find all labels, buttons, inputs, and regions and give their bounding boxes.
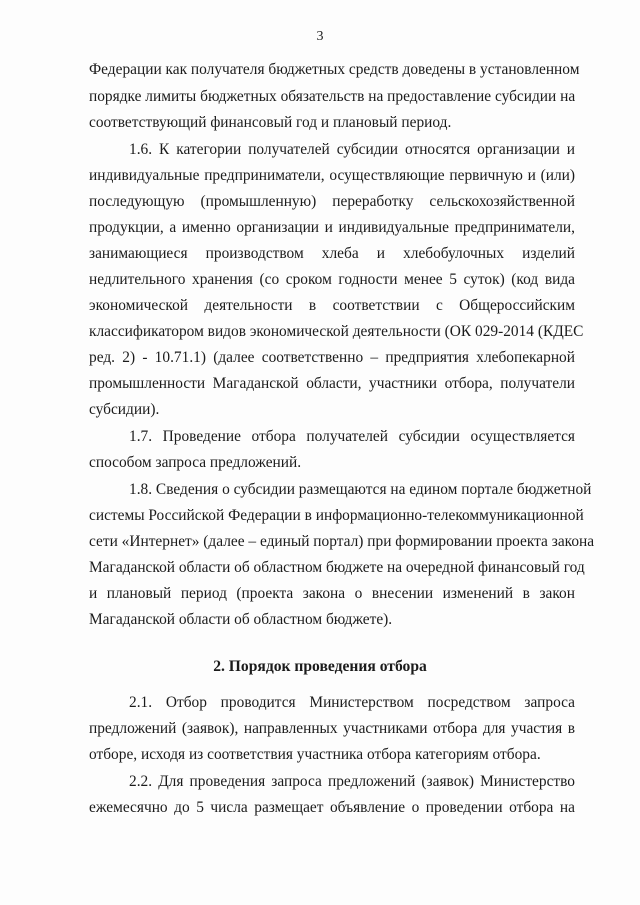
text-line: индивидуальные предприниматели, осуществляющие первичную и (или) (89, 167, 575, 184)
text-line: Федерации как получателя бюджетных средств доведены в установленном (89, 61, 580, 78)
text-line: предложений (заявок), направленных участниками отбора для участия в (89, 720, 575, 737)
text-line: 2.1. Отбор проводится Министерством посредством запроса (129, 694, 575, 711)
text-line: ежемесячно до 5 числа размещает объявление о проведении отбора на (89, 799, 575, 816)
text-line: 1.6. К категории получателей субсидии относятся организации и (129, 141, 575, 158)
text-line: ред. 2) - 10.71.1) (далее соответственно – предприятия хлебопекарной (89, 349, 575, 366)
text-line: сети «Интернет» (далее – единый портал) при формировании проекта закона (89, 533, 595, 550)
page-number: 3 (316, 29, 324, 44)
text-line: занимающиеся производством хлеба и хлебобулочных изделий (89, 245, 575, 262)
text-line: промышленности Магаданской области, участники отбора, получатели (89, 375, 575, 392)
section-heading: 2. Порядок проведения отбора (213, 658, 427, 675)
text-line: 1.7. Проведение отбора получателей субсидии осуществляется (129, 428, 575, 445)
text-line: недлительного хранения (со сроком годности менее 5 суток) (код вида (89, 271, 575, 288)
text-line: Магаданской области об областном бюджете на очередной финансовый год (89, 559, 585, 576)
text-line: субсидии). (89, 401, 160, 418)
text-line: отборе, исходя из соответствия участника отбора категориям отбора. (89, 746, 541, 763)
text-line: 2.2. Для проведения запроса предложений (заявок) Министерство (129, 773, 575, 790)
text-line: соответствующий финансовый год и плановый период. (89, 114, 452, 131)
text-line: продукции, а именно организации и индивидуальные предприниматели, (89, 219, 575, 236)
text-line: способом запроса предложений. (89, 454, 302, 471)
text-line: порядке лимиты бюджетных обязательств на предоставление субсидии на (89, 88, 576, 105)
text-line: системы Российской Федерации в информационно-телекоммуникационной (89, 507, 584, 524)
text-line: экономической деятельности в соответствии с Общероссийским (89, 297, 575, 314)
text-line: классификатором видов экономической деятельности (ОК 029-2014 (КДЕС (89, 323, 584, 340)
text-line: 1.8. Сведения о субсидии размещаются на едином портале бюджетной (129, 481, 592, 498)
text-line: последующую (промышленную) переработку сельскохозяйственной (89, 193, 575, 210)
text-line: и плановый период (проекта закона о внесении изменений в закон (89, 585, 575, 602)
text-line: Магаданской области об областном бюджете). (89, 611, 393, 628)
